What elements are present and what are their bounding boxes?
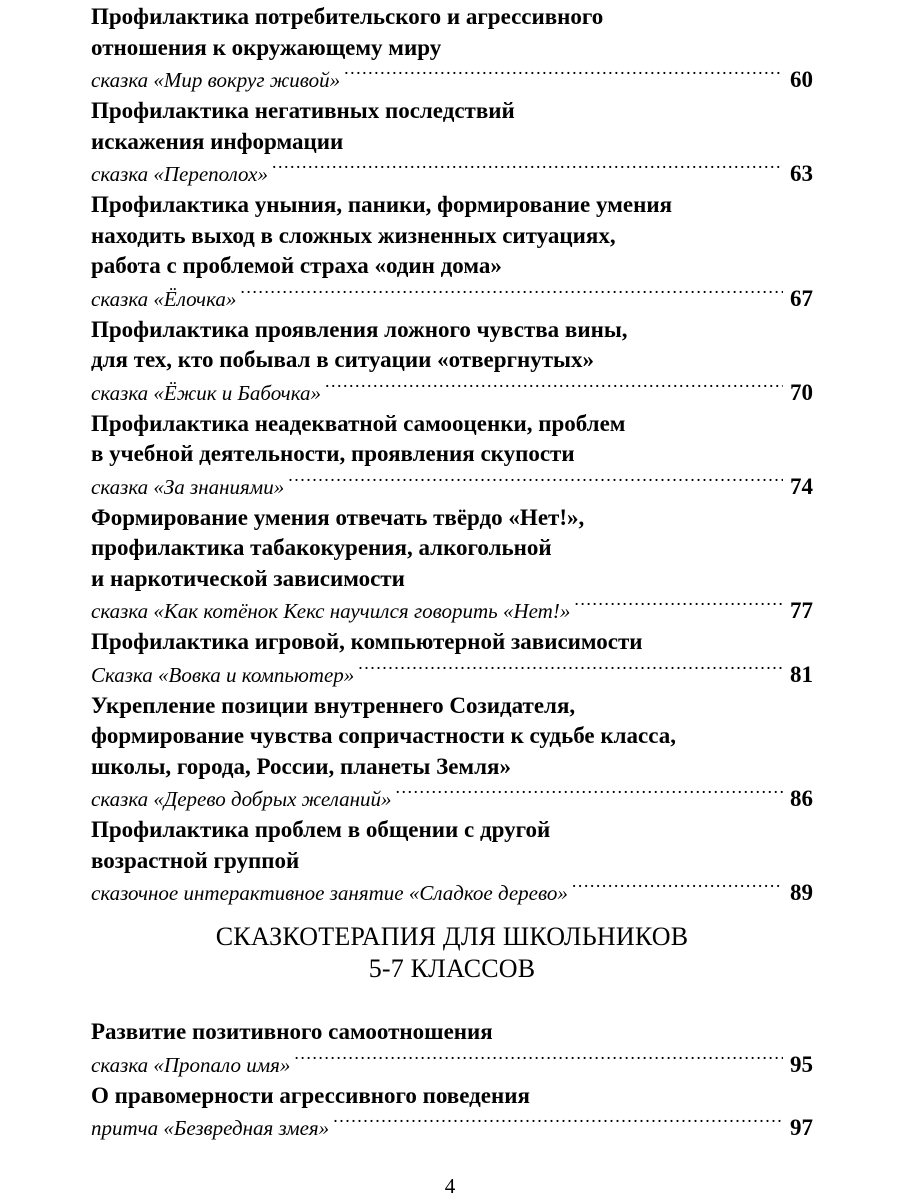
heading-line: Профилактика потребительского и агрессивного [91,4,604,29]
entry-heading [91,1017,813,1048]
page-number: 97 [790,1115,813,1140]
heading-line: профилактика табакокурения, алкогольной [91,535,552,560]
heading-line: для тех, кто побывал в ситуации «отвергнутых» [91,347,594,372]
heading-line: Профилактика неадекватной самооценки, проблем [91,410,626,436]
dot-leader [396,782,783,806]
entry-heading [91,1081,813,1112]
page-number: 63 [790,161,813,186]
toc-entry[interactable] [91,315,813,409]
heading-line: формирование чувства сопричастности к судьбе класса, [91,723,676,748]
dot-leader [358,658,783,682]
heading-line: в учебной деятельности, проявления скупости [91,441,575,466]
entry-heading [91,691,813,783]
story-line [91,470,813,503]
page-number: 86 [790,786,813,811]
story-title: притча «Безвредная змея» [91,1116,330,1140]
story-title: сказочное интерактивное занятие «Сладкое дерево» [91,881,568,905]
entry-heading [91,315,813,376]
entry-heading [91,190,813,282]
story-title: сказка «Дерево добрых желаний» [91,787,392,811]
entry-heading [91,627,813,658]
story-line [91,1111,813,1144]
toc-entry[interactable] [91,190,813,315]
heading-line: находить выход в сложных жизненных ситуациях, [91,222,616,248]
story-line [91,594,813,627]
dot-leader [572,876,783,900]
heading-line: искажения информации [91,128,344,154]
dot-leader [288,470,783,494]
heading-line: Профилактика игровой, компьютерной зависимости [91,629,643,654]
heading-line: возрастной группой [91,847,300,873]
entry-heading [91,503,813,595]
story-line [91,63,813,96]
page-number: 77 [790,598,813,623]
heading-line: отношения к окружающему миру [91,34,442,60]
page-number: 95 [790,1051,813,1077]
page-number: 81 [790,661,813,687]
story-title: сказка «За знаниями» [91,474,285,499]
page-number: 67 [790,285,813,311]
story-line [91,876,813,909]
story-line [91,782,813,815]
heading-line: Профилактика уныния, паники, формирование умения [91,192,673,217]
entry-heading [91,815,813,876]
story-title: сказка «Ёлочка» [91,286,237,311]
dot-leader [272,157,783,181]
entry-heading [91,409,813,470]
story-title: сказка «Мир вокруг живой» [91,68,341,92]
heading-line: Формирование умения отвечать твёрдо «Нет!», [91,504,585,530]
toc-entry[interactable] [91,627,813,691]
heading-line: Укрепление позиции внутреннего Созидателя, [91,692,576,718]
heading-line: Профилактика проявления ложного чувства вины, [91,316,628,342]
toc-entry[interactable] [91,503,813,628]
story-line [91,157,813,190]
dot-leader [240,282,783,306]
story-line [91,1048,813,1081]
story-line [91,376,813,409]
section-title [91,921,813,985]
page-number: 74 [790,473,813,499]
entry-heading [91,96,813,157]
section-title-line: СКАЗКОТЕРАПИЯ ДЛЯ ШКОЛЬНИКОВ [215,922,689,951]
dot-leader [325,376,783,400]
toc-entry[interactable] [91,2,813,96]
story-title: сказка «Ёжик и Бабочка» [91,380,321,405]
dot-leader [574,594,783,618]
story-title: сказка «Переполох» [91,162,268,186]
story-line [91,282,813,315]
story-title: сказка «Пропало имя» [91,1052,291,1077]
toc-entry[interactable] [91,691,813,816]
page-number: 70 [790,379,813,405]
heading-line: Профилактика негативных последствий [91,98,515,123]
toc-entry[interactable] [91,96,813,190]
heading-line: школы, города, России, планеты Земля» [91,753,511,779]
heading-line: работа с проблемой страха «один дома» [91,253,502,278]
heading-line: О правомерности агрессивного поведения [91,1082,530,1108]
toc-entry[interactable] [91,409,813,503]
page-number: 89 [790,880,813,905]
toc-entry[interactable] [91,1081,813,1145]
heading-line: и наркотической зависимости [91,565,405,591]
page-folio: 4 [444,1174,456,1198]
toc-entry[interactable] [91,815,813,909]
dot-leader [333,1111,783,1135]
dot-leader [294,1048,783,1072]
entry-heading [91,2,813,63]
table-of-contents [91,2,813,1144]
section-title-line: 5-7 КЛАССОВ [368,954,536,983]
heading-line: Развитие позитивного самоотношения [91,1019,493,1044]
page-number: 60 [790,67,813,92]
heading-line: Профилактика проблем в общении с другой [91,817,551,842]
story-title: Сказка «Вовка и компьютер» [91,662,355,687]
story-line [91,658,813,691]
story-title: сказка «Как котёнок Кекс научился говорить «Нет!» [91,599,571,623]
dot-leader [344,63,783,87]
toc-entry[interactable] [91,1017,813,1081]
